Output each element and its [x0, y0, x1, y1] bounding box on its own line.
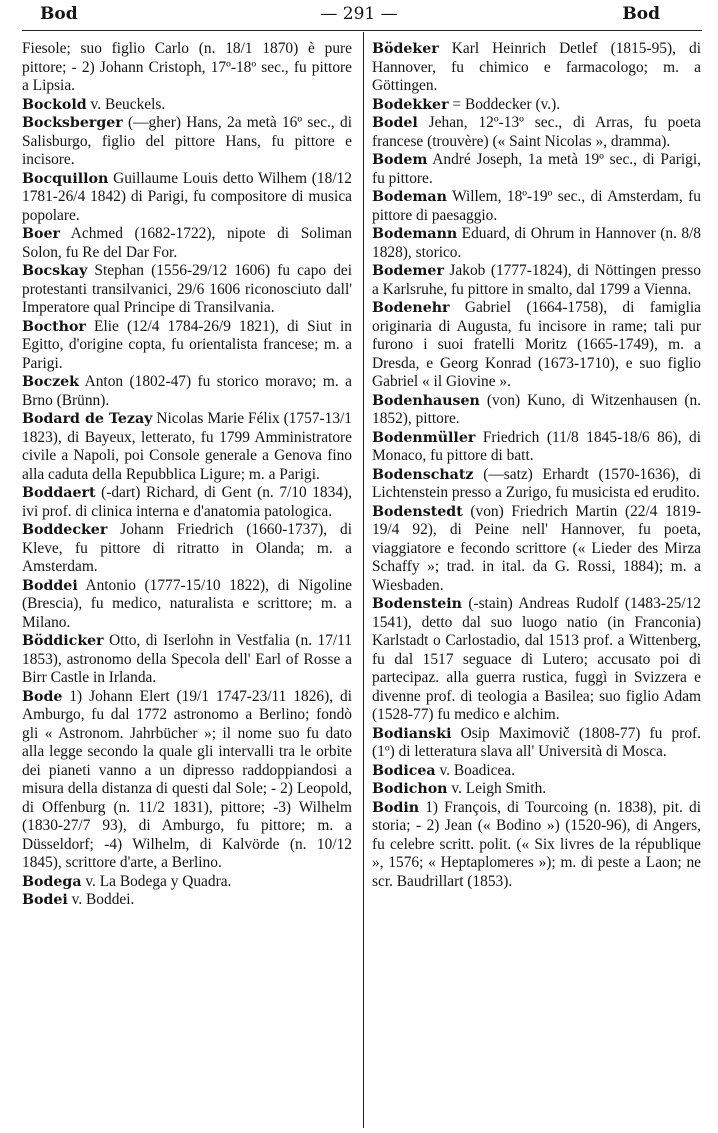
- entry-text: v. Boadicea.: [435, 761, 515, 779]
- entry-headword: Bocquillon: [22, 170, 109, 187]
- dictionary-entry: [22, 262, 352, 318]
- header-right-keyword: Bod: [622, 4, 660, 24]
- dictionary-entry: [22, 170, 352, 226]
- entry-text: Nicolas Marie Félix (1757-13/1 1823), di Bayeux, letterato, fu 1799 Amministratore civile a Napoli, poi Console generale a Genova fino alla caduta della Repubblica Ligure; m. a Parigi.: [22, 410, 352, 483]
- entry-text: v. Beuckels.: [86, 95, 166, 113]
- entry-headword: Boddei: [22, 577, 78, 594]
- entry-text: 1) Johann Elert (19/1 1747-23/11 1826), di Amburgo, fu dal 1772 astronomo a Berlino; fondò gli « Astronom. Jahrbücher »; il nome suo fu dato alla legge secondo la quale gli intervalli tra le orbite dei pianeti vanno a un dipresso raddoppiandosi a misura della distanza di questi dal Sole; - 2) Leopold, di Offenburg (n. 11/2 1831), pittore; -3) Wilhelm (1830-27/7 93), di Amburgo, fu pittore; m. a Düsseldorf; -4) Wilhelm, di Kalvörde (n. 10/12 1845), scrittore d'arte, a Berlino.: [22, 687, 352, 871]
- entry-headword: Bodemann: [372, 226, 458, 242]
- entry-headword: Bodenmüller: [372, 429, 476, 446]
- dictionary-entry: [372, 503, 701, 596]
- right-column: [372, 40, 701, 891]
- dictionary-entry: [22, 484, 352, 521]
- dictionary-entry: [372, 429, 701, 466]
- dictionary-entry: [22, 632, 352, 688]
- entry-text: Elie (12/4 1784-26/9 1821), di Siut in Egitto, d'origine copta, fu orientalista francese; m. a Parigi.: [22, 317, 352, 372]
- dictionary-entry: [22, 891, 352, 910]
- dictionary-entry: [372, 96, 701, 115]
- left-column: [22, 40, 352, 910]
- dictionary-entry: [372, 188, 701, 225]
- entry-text: Anton (1802-47) fu storico moravo; m. a Brno (Brünn).: [22, 373, 352, 409]
- column-divider: [363, 32, 364, 1128]
- entry-text: Osip Maximovič (1808-77) fu prof. (1º) di letteratura slava all' Università di Mosca.: [372, 724, 701, 760]
- dictionary-entry: [22, 225, 352, 262]
- entry-text: Fiesole; suo figlio Carlo (n. 18/1 1870) è pure pittore; - 2) Johann Cristoph, 17º-18º sec., fu pittore a Lipsia.: [22, 40, 352, 94]
- dictionary-entry: [22, 373, 352, 410]
- dictionary-entry: [22, 318, 352, 374]
- entry-headword: Bödeker: [372, 41, 439, 57]
- entry-text: Karl Heinrich Detlef (1815-95), di Hannover, fu chimico e farmacologo; m. a Göttingen.: [372, 40, 701, 94]
- entry-headword: Bode: [22, 688, 63, 705]
- dictionary-entry: [372, 725, 701, 762]
- entry-text: Gabriel (1664-1758), di famiglia originaria di Augusta, fu incisore in rame; tali pur furono i suoi fratelli Moritz (1665-1749), m. a Dresda, e Georg Konrad (1673-1710), e suo figlio Gabriel « il Giovine ».: [372, 299, 701, 390]
- dictionary-entry: [372, 595, 701, 725]
- dictionary-entry: [22, 873, 352, 892]
- entry-text: Johann Friedrich (1660-1737), di Kleve, fu pittore di ritratto in Olanda; m. a Amsterdam.: [22, 521, 352, 575]
- entry-headword: Bodemer: [372, 263, 444, 279]
- entry-headword: Bodicea: [372, 762, 436, 779]
- entry-text: Stephan (1556-29/12 1606) fu capo dei protestanti transilvanici, 29/6 1606 riconosciuto dall' Imperatore qual Principe di Transilvania.: [22, 262, 352, 316]
- entry-text: Guillaume Louis detto Wilhem (18/12 1781-26/4 1842) di Parigi, fu compositore di musica popolare.: [22, 169, 352, 224]
- dictionary-entry: [372, 114, 701, 151]
- entry-text: (von) Kuno, di Witzenhausen (n. 1852), pittore.: [372, 391, 701, 427]
- entry-headword: Bodenstedt: [372, 503, 463, 520]
- dictionary-entry: [372, 225, 701, 262]
- entry-text: Friedrich (11/8 1845-18/6 86), di Monaco, fu pittore di batt.: [372, 428, 701, 464]
- entry-headword: Bodenstein: [372, 596, 462, 612]
- dictionary-entry: [372, 262, 701, 299]
- dictionary-entry: [372, 780, 701, 799]
- entry-headword: Bodichon: [372, 781, 448, 797]
- dictionary-entry: [22, 114, 352, 170]
- entry-headword: Bocthor: [22, 318, 86, 335]
- entry-text: (-dart) Richard, di Gent (n. 7/10 1834), ivi prof. di clinica interna e d'anatomia patologica.: [22, 484, 352, 520]
- dictionary-entry: [22, 96, 352, 115]
- dictionary-entry: [22, 40, 352, 96]
- entry-headword: Bodenschatz: [372, 466, 474, 483]
- entry-headword: Boer: [22, 226, 60, 242]
- entry-headword: Böddicker: [22, 633, 104, 649]
- dictionary-entry: [22, 688, 352, 873]
- entry-text: Jakob (1777-1824), di Nöttingen presso a Karlsruhe, fu pittore in smalto, dal 1799 a Vienna.: [372, 262, 701, 298]
- page-number: — 291 —: [320, 4, 398, 24]
- entry-text: (-stain) Andreas Rudolf (1483-25/12 1541), detto dal suo luogo natio (in Franconia) Karlstadt o Carlostadio, dal 1513 prof. a Wittenberg, fu dal 1517 seguace di Lutero; accusato poi di partecipaz. alla guerra rustica, fuggì in Svizzera e divenne prof. di teologia a Basilea; suo figlio Adam (1528-77) fu medico e alchim.: [372, 595, 701, 723]
- dictionary-entry: [372, 799, 701, 892]
- entry-headword: Bodin: [372, 799, 420, 816]
- dictionary-entry: [372, 151, 701, 188]
- dictionary-entry: [372, 466, 701, 503]
- entry-headword: Bodeman: [372, 189, 447, 205]
- entry-headword: Bodekker: [372, 96, 449, 113]
- entry-headword: Bodenhausen: [372, 392, 480, 409]
- entry-text: (—gher) Hans, 2a metà 16º sec., di Salisburgo, figlio del pittore Hans, fu pittore e incisore.: [22, 114, 352, 168]
- dictionary-entry: [22, 410, 352, 484]
- entry-headword: Bocksberger: [22, 115, 123, 131]
- entry-headword: Bodenehr: [372, 300, 450, 316]
- entry-text: Willem, 18º-19º sec., di Amsterdam, fu pittore di paesaggio.: [372, 188, 701, 224]
- entry-text: Achmed (1682-1722), nipote di Soliman Solon, fu Re del Dar For.: [22, 225, 352, 261]
- entry-text: Eduard, di Ohrum in Hannover (n. 8/8 1828), storico.: [372, 225, 701, 261]
- entry-headword: Bodei: [22, 892, 68, 908]
- header-rule: [22, 30, 702, 31]
- entry-headword: Bocskay: [22, 263, 88, 279]
- entry-text: (—satz) Erhardt (1570-1636), di Lichtenstein presso a Zurigo, fu musicista ed erudito.: [372, 465, 701, 501]
- entry-headword: Bodega: [22, 873, 82, 890]
- entry-text: v. Boddei.: [67, 891, 135, 908]
- entry-headword: Boddecker: [22, 522, 108, 538]
- entry-text: (von) Friedrich Martin (22/4 1819-19/4 92), di Peine nell' Hannover, fu poeta, viaggiatore e fecondo scrittore (« Lieder des Mirza Schaffy »; trad. in ital. da G. Rossi, 1884); m. a Wiesbaden.: [372, 502, 701, 594]
- entry-text: v. Leigh Smith.: [447, 780, 547, 797]
- entry-headword: Boczek: [22, 374, 80, 390]
- dictionary-entry: [372, 299, 701, 392]
- entry-headword: Bodianski: [372, 725, 452, 742]
- entry-text: 1) François, di Tourcoing (n. 1838), pit. di storia; - 2) Jean (« Bodino ») (1520-96), di Angers, fu celebre scritt. polit. (« Six livres de la république », 1576; « Heptaplomeres »); m. di peste a Laon; ne scr. Baudrillart (1853).: [372, 798, 701, 890]
- entry-headword: Bodel: [372, 115, 418, 131]
- dictionary-entry: [22, 521, 352, 577]
- entry-text: Jehan, 12º-13º sec., di Arras, fu poeta francese (trouvère) (« Saint Nicolas », dramma).: [372, 114, 701, 150]
- dictionary-entry: [22, 577, 352, 633]
- header-left-keyword: Bod: [40, 4, 78, 24]
- entry-text: André Joseph, 1a metà 19º sec., di Parigi, fu pittore.: [372, 151, 701, 187]
- running-header: [0, 2, 718, 26]
- entry-headword: Boddaert: [22, 485, 96, 501]
- entry-headword: Bodard de Tezay: [22, 411, 153, 427]
- entry-text: = Boddecker (v.).: [448, 95, 561, 113]
- dictionary-entry: [372, 392, 701, 429]
- entry-text: Antonio (1777-15/10 1822), di Nigoline (Brescia), fu medico, naturalista e scrittore; m. a Milano.: [22, 576, 352, 631]
- dictionary-entry: [372, 762, 701, 781]
- entry-text: v. La Bodega y Quadra.: [81, 872, 232, 890]
- entry-headword: Bodem: [372, 152, 428, 168]
- dictionary-entry: [372, 40, 701, 96]
- entry-text: Otto, di Iserlohn in Vestfalia (n. 17/11 1853), astronomo della Specola dell' Earl of Rosse a Birr Castle in Irlanda.: [22, 632, 352, 686]
- entry-headword: Bockold: [22, 96, 87, 113]
